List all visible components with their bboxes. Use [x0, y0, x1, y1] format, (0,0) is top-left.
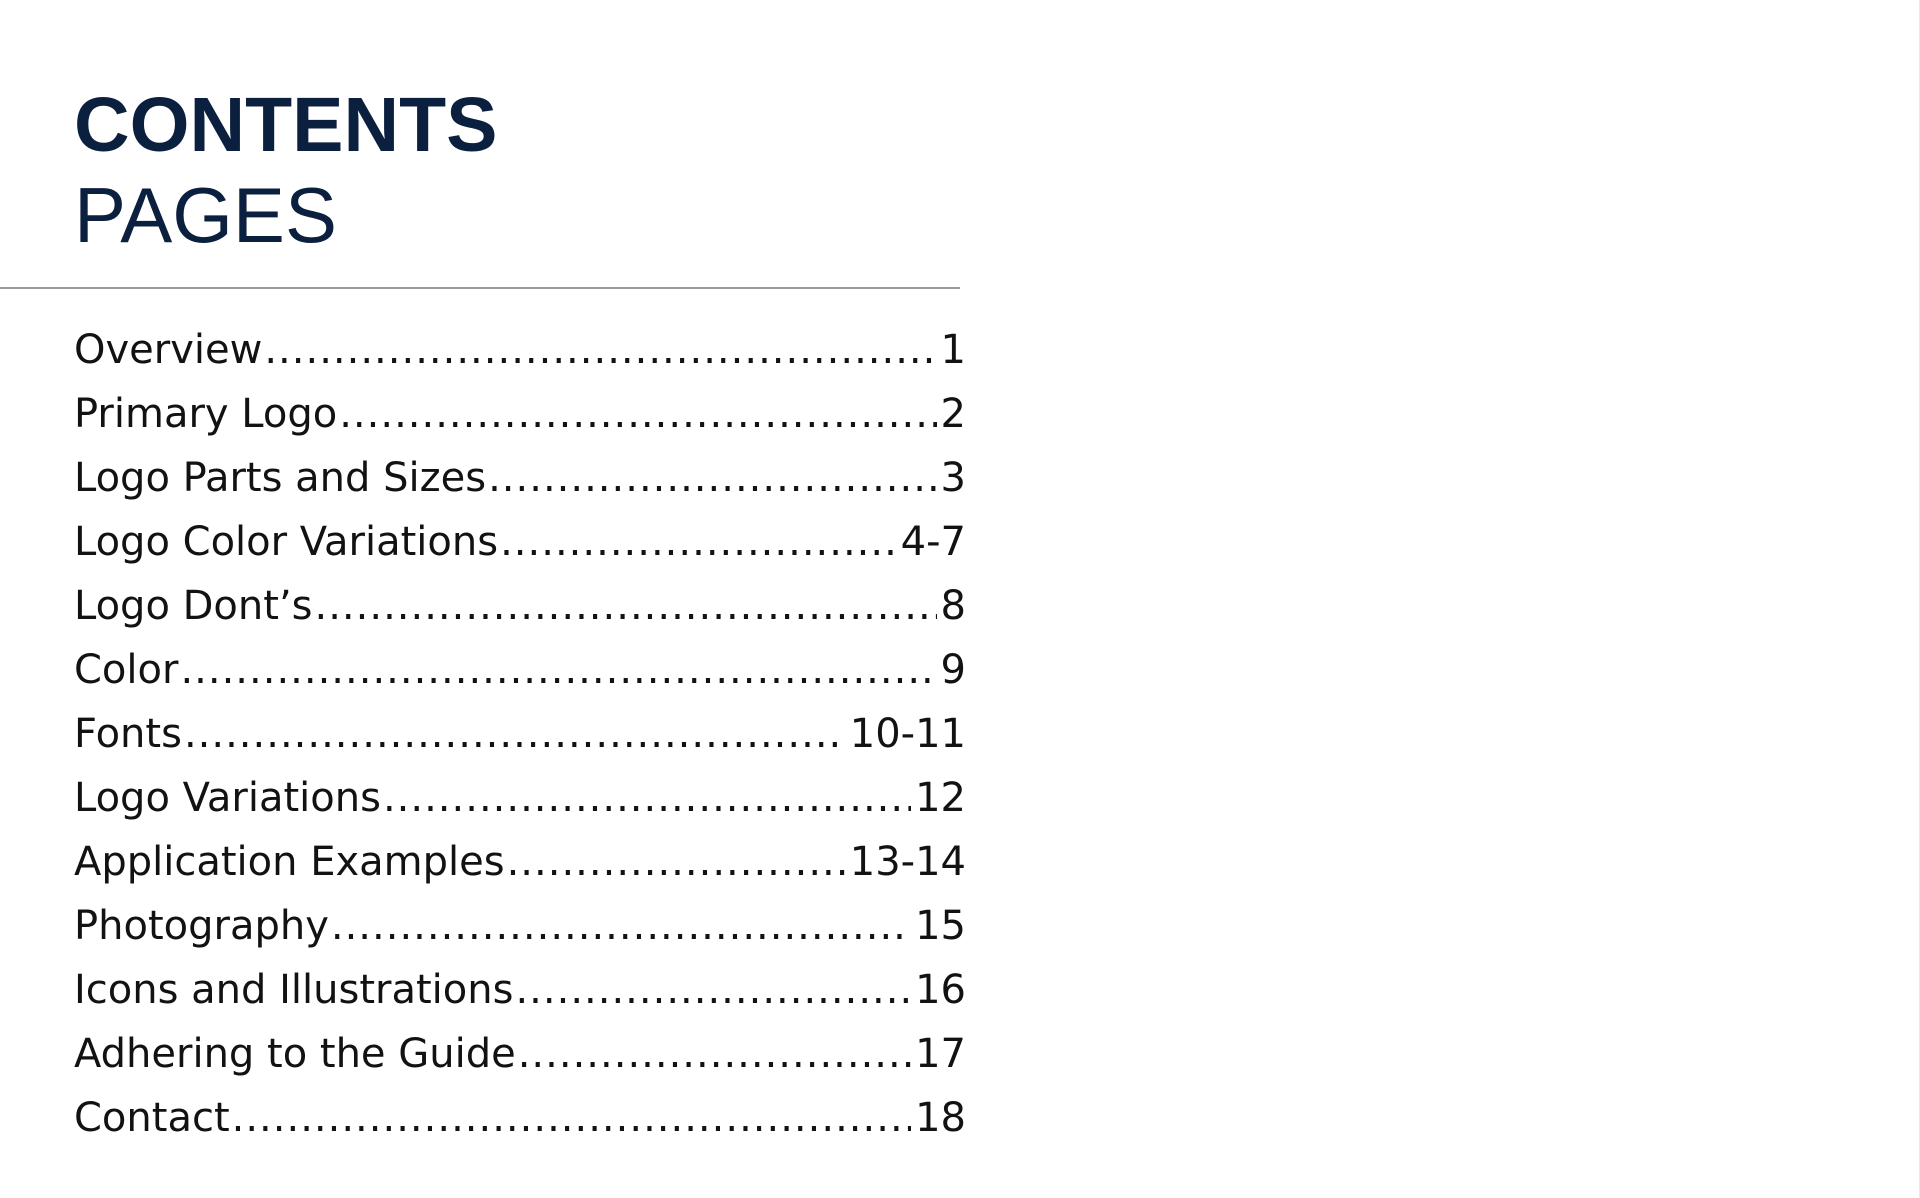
toc-item-label: Logo Color Variations — [74, 519, 499, 565]
toc-dot-leader — [383, 766, 911, 830]
toc-dot-leader — [184, 702, 846, 766]
page-subtitle: PAGES — [74, 171, 337, 259]
toc-item-label: Adhering to the Guide — [74, 1031, 516, 1077]
toc-dot-leader — [331, 894, 911, 958]
page-title-block — [74, 80, 498, 260]
toc-item-logo-variations[interactable] — [74, 766, 966, 830]
toc-dot-leader — [507, 830, 846, 894]
toc-item-page: 16 — [915, 967, 966, 1013]
toc-dot-leader — [488, 446, 936, 510]
toc-dot-leader — [518, 1022, 911, 1086]
toc-dot-leader — [515, 958, 911, 1022]
toc-item-label: Logo Parts and Sizes — [74, 455, 487, 501]
toc-dot-leader — [339, 382, 936, 446]
toc-item-application-examples[interactable] — [74, 830, 966, 894]
toc-item-page: 18 — [915, 1095, 966, 1141]
toc-item-label: Contact — [74, 1095, 230, 1141]
toc-item-label: Overview — [74, 327, 263, 373]
toc-item-adhering-to-the-guide[interactable] — [74, 1022, 966, 1086]
toc-dot-leader — [315, 574, 937, 638]
toc-item-page: 15 — [915, 903, 966, 949]
toc-item-contact[interactable] — [74, 1086, 966, 1150]
toc-item-page: 9 — [940, 647, 966, 693]
toc-item-label: Primary Logo — [74, 391, 338, 437]
toc-item-label: Color — [74, 647, 179, 693]
toc-item-label: Logo Dont’s — [74, 583, 313, 629]
toc-item-color[interactable] — [74, 638, 966, 702]
toc-dot-leader — [180, 638, 936, 702]
toc-item-icons-and-illustrations[interactable] — [74, 958, 966, 1022]
toc-item-logo-color-variations[interactable] — [74, 510, 966, 574]
toc-dot-leader — [264, 318, 936, 382]
toc-item-page: 12 — [915, 775, 966, 821]
toc-item-photography[interactable] — [74, 894, 966, 958]
toc-item-label: Icons and Illustrations — [74, 967, 514, 1013]
toc-item-label: Photography — [74, 903, 329, 949]
toc-item-logo-donts[interactable] — [74, 574, 966, 638]
toc-item-logo-parts-and-sizes[interactable] — [74, 446, 966, 510]
toc-item-page: 2 — [940, 391, 966, 437]
toc-item-page: 1 — [940, 327, 966, 373]
toc-item-label: Application Examples — [74, 839, 505, 885]
toc-item-page: 3 — [940, 455, 966, 501]
toc-item-page: 13-14 — [849, 839, 966, 885]
table-of-contents — [74, 318, 966, 1150]
toc-item-page: 17 — [915, 1031, 966, 1077]
toc-dot-leader — [500, 510, 897, 574]
toc-item-page: 10-11 — [849, 711, 966, 757]
toc-item-overview[interactable] — [74, 318, 966, 382]
toc-item-label: Fonts — [74, 711, 182, 757]
toc-item-label: Logo Variations — [74, 775, 381, 821]
toc-dot-leader — [232, 1086, 911, 1150]
toc-item-fonts[interactable] — [74, 702, 966, 766]
toc-item-primary-logo[interactable] — [74, 382, 966, 446]
page-title: CONTENTS — [74, 82, 498, 168]
title-divider — [0, 287, 960, 289]
toc-item-page: 8 — [940, 583, 966, 629]
toc-item-page: 4-7 — [900, 519, 966, 565]
